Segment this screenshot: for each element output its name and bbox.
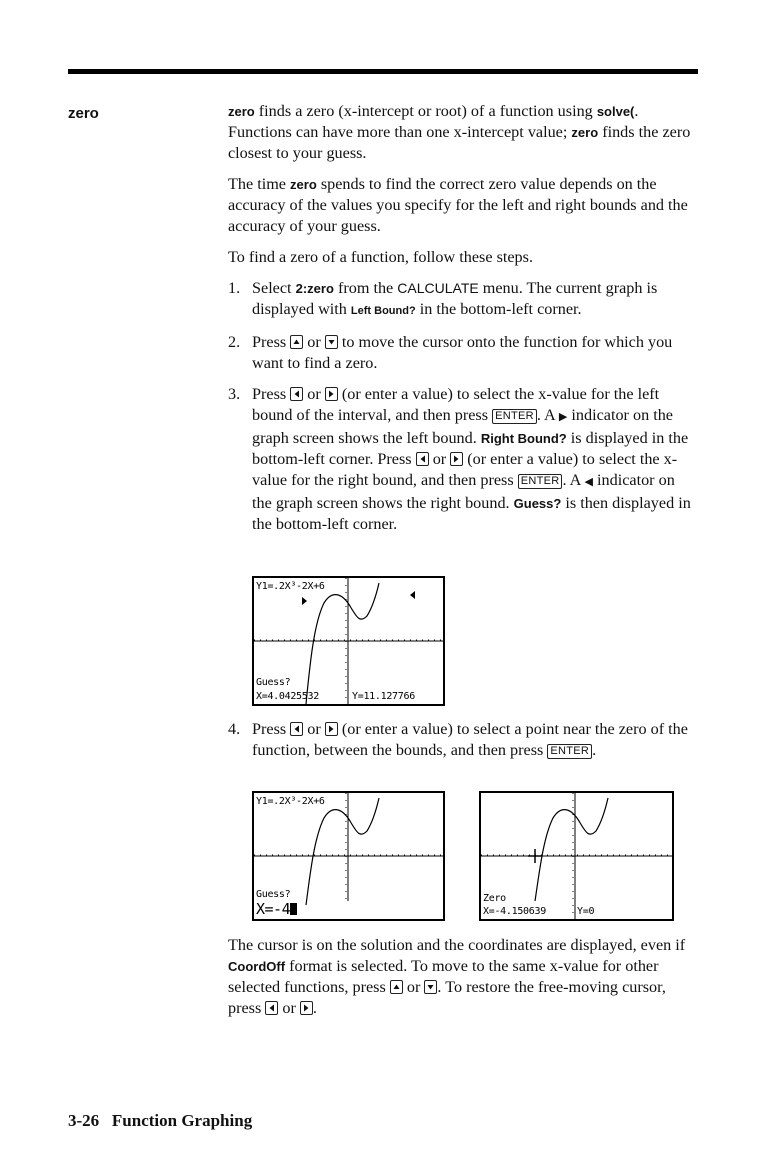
calculator-screen-zero-result: Zero X=-4.150639 Y=0 xyxy=(479,791,674,921)
down-arrow-key-icon xyxy=(325,335,338,349)
step-1: 1. Select 2:zero from the CALCULATE menu. The current graph is displayed with Left Bound? in the bottom-left corner. xyxy=(228,279,658,318)
steps-intro: To find a zero of a function, follow these steps. xyxy=(228,248,533,266)
text-cursor-icon xyxy=(290,903,297,915)
up-arrow-key-icon xyxy=(290,335,303,349)
closing-column xyxy=(228,935,698,1029)
step-4: 4. Press or (or enter a value) to select a point near the zero of the function, between the bounds, and then press ENTER . xyxy=(228,720,688,759)
left-arrow-key-icon xyxy=(416,452,429,466)
left-bound-indicator-icon: ◀ xyxy=(584,476,593,488)
right-arrow-key-icon xyxy=(325,387,338,401)
timing-paragraph: The time zero spends to find the correct zero value depends on the accuracy of the values you specify for the left and right bounds and the accuracy of your guess. xyxy=(228,175,688,235)
step-2: 2. Press or to move the cursor onto the function for which you want to find a zero. xyxy=(228,333,673,372)
left-arrow-key-icon xyxy=(290,722,303,736)
side-heading: zero xyxy=(68,105,99,122)
main-column xyxy=(228,101,698,545)
enter-key: ENTER xyxy=(518,474,563,489)
right-bound-marker-icon xyxy=(410,591,415,599)
calculator-screen-guess: Y1=.2X³-2X+6 Guess? X=4.0425532 Y=11.127766 xyxy=(252,576,445,706)
intro-paragraph: zero finds a zero (x-intercept or root) of a function using solve(. Functions can have more than one x-intercept value; zero finds the zero closest to your guess. xyxy=(228,102,691,162)
right-arrow-key-icon xyxy=(450,452,463,466)
closing-paragraph: The cursor is on the solution and the coordinates are displayed, even if CoordOff format is selected. To move to the same x-value for other selected functions, press or . To restore the free-moving cursor, press or . xyxy=(228,936,686,1017)
header-rule xyxy=(68,69,698,74)
right-arrow-key-icon xyxy=(300,1001,313,1015)
calculator-screen-guess-entry: Y1=.2X³-2X+6 Guess? X=-4 xyxy=(252,791,445,921)
right-bound-indicator-icon: ▶ xyxy=(558,411,568,423)
right-arrow-key-icon xyxy=(325,722,338,736)
enter-key: ENTER xyxy=(492,409,537,424)
step-3: 3. Press or (or enter a value) to select the x-value for the left bound of the interval, and then press ENTER . A ▶ indicator on the graph screen shows the left bound. Right Bound? is displayed in the bottom-left corner. Press or (or enter a value) to select the x-value for the right bound, and then press ENTER . A ◀ indicator on the graph screen shows the right bound. Guess? is then displayed in the bottom-left corner. xyxy=(228,385,691,533)
enter-key: ENTER xyxy=(547,744,592,759)
up-arrow-key-icon xyxy=(390,980,403,994)
left-bound-marker-icon xyxy=(302,597,307,605)
page-footer: 3-26 Function Graphing xyxy=(68,1111,253,1130)
step-4-column xyxy=(228,719,698,771)
left-arrow-key-icon xyxy=(265,1001,278,1015)
graph-plot xyxy=(481,793,672,919)
down-arrow-key-icon xyxy=(424,980,437,994)
left-arrow-key-icon xyxy=(290,387,303,401)
